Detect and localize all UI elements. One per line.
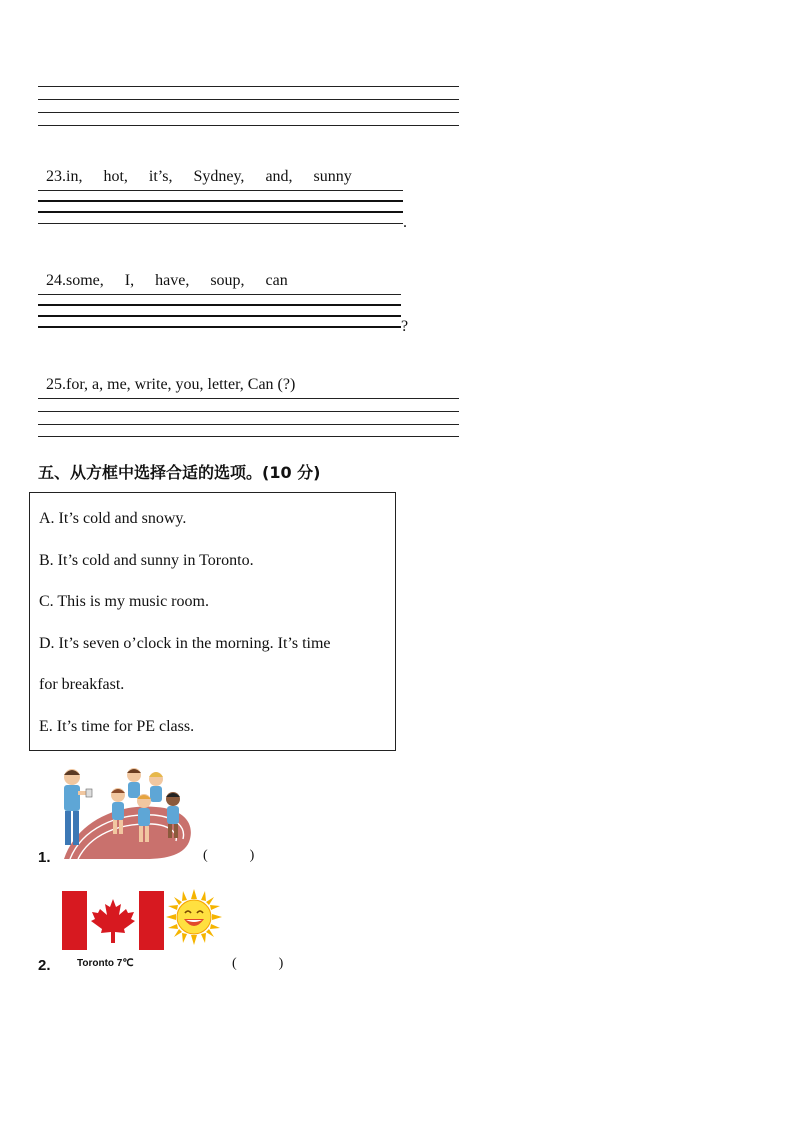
word: I, <box>124 272 135 289</box>
word: it’s, <box>148 168 173 185</box>
answer-paren[interactable]: ( ) <box>203 848 255 863</box>
end-mark: . <box>403 214 407 231</box>
option-c: C. This is my music room. <box>39 593 209 610</box>
option-d-cont: for breakfast. <box>39 676 125 693</box>
word: Sydney, <box>193 168 245 185</box>
end-mark: ? <box>401 318 409 335</box>
option-a: A. It’s cold and snowy. <box>39 510 187 527</box>
option-b: B. It’s cold and sunny in Toronto. <box>39 552 254 569</box>
word: sunny <box>313 168 352 185</box>
question-24 <box>38 254 288 290</box>
question-number: 24. <box>46 272 66 289</box>
question-text: for, a, me, write, you, letter, Can (?) <box>66 376 296 393</box>
word: soup, <box>210 272 245 289</box>
option-d: D. It’s seven o’clock in the morning. It’s time <box>39 635 331 652</box>
option-e: E. It’s time for PE class. <box>39 718 195 735</box>
word: some, <box>66 272 104 289</box>
section-title: 五、从方框中选择合适的选项。(10 分) <box>38 463 321 482</box>
answer-paren[interactable]: ( ) <box>232 956 284 971</box>
pe-class-running-kids-icon <box>56 763 196 865</box>
word: in, <box>66 168 83 185</box>
canada-flag-icon <box>62 891 164 950</box>
options-box <box>29 492 396 751</box>
smiling-sun-icon <box>166 889 222 945</box>
picture-number: 1. <box>38 849 51 866</box>
weather-caption: Toronto 7℃ <box>77 958 134 969</box>
question-number: 23. <box>46 168 66 185</box>
word: and, <box>265 168 293 185</box>
word: hot, <box>103 168 128 185</box>
question-25 <box>38 358 295 394</box>
question-number: 25. <box>46 376 66 393</box>
word: can <box>265 272 288 289</box>
question-23 <box>38 150 352 186</box>
word: have, <box>155 272 190 289</box>
picture-number: 2. <box>38 957 51 974</box>
